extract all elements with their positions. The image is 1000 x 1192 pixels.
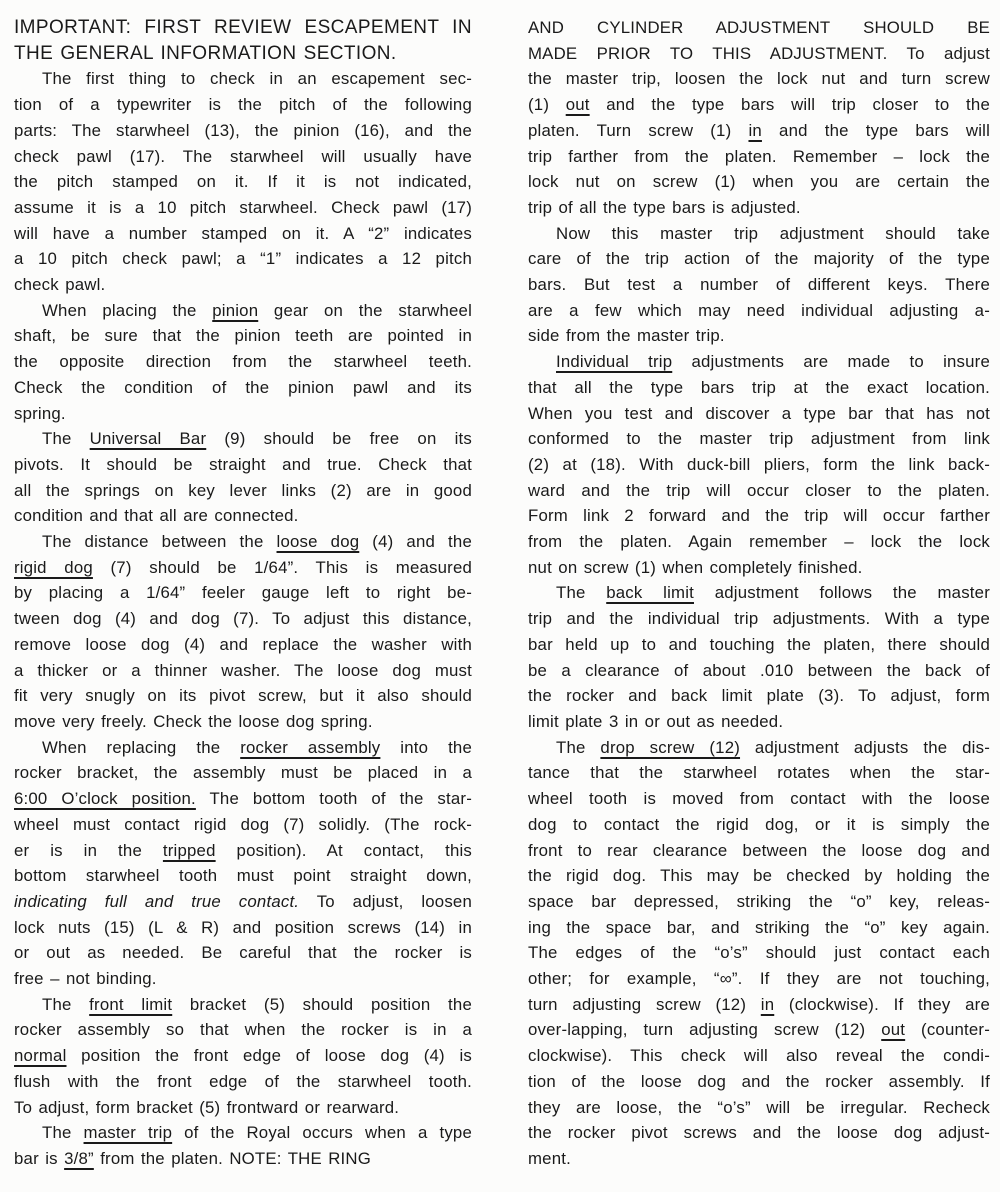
text-line: check pawl (17). The starwheel will usually have [14,146,472,166]
text-line: ing the space bar, and striking the “o” key again. [528,917,990,937]
text-line: The master trip of the Royal occurs when a type [42,1123,472,1143]
text-line: To adjust, form bracket (5) frontward or rearward. [14,1097,400,1117]
text-line: ward and the trip will occur closer to the platen. [528,480,990,500]
text-line: Individual trip adjustments are made to insure [556,352,990,372]
paragraph [14,529,472,735]
text-line: bars. But test a number of different keys. There [528,275,990,295]
text-line: lock nut on screw (1) when you are certain the [528,172,990,192]
text-line: tion of a typewriter is the pitch of the following [14,95,472,115]
text-line: all the springs on key lever links (2) are in good [14,480,472,500]
text-line: When replacing the rocker assembly into the [42,737,472,757]
text-line: lock nuts (15) (L & R) and position screws (14) in [14,917,472,937]
text-line: turn adjusting screw (12) in (clockwise). If they are [528,994,991,1014]
text-line: that all the type bars trip at the exact location. [528,377,990,397]
text-line: The edges of the “o’s” should just contact each [528,943,990,963]
text-line: limit plate 3 in or out as needed. [528,711,784,731]
text-line: from the platen. Again remember – lock the lock [528,532,990,552]
text-line: they are loose, the “o’s” will be irregular. Recheck [528,1097,990,1117]
text-line: the rocker pivot screws and the loose dog adjust- [528,1123,990,1143]
text-line: trip and the individual trip adjustments. With a type [528,609,990,629]
text-line: Form link 2 forward and the trip will occur farther [528,506,990,526]
right-column [528,15,990,1172]
text-line: over-lapping, turn adjusting screw (12) out (counter- [528,1020,990,1040]
text-line: normal position the front edge of loose dog (4) is [14,1046,472,1066]
text-line: bar held up to and touching the platen, there should [528,634,990,654]
text-line: fit very snugly on its pivot screw, but it also should [14,686,472,706]
paragraph [14,298,472,427]
paragraph [14,66,472,297]
text-line: wheel must contact rigid dog (7) solidly. (The rock- [14,814,472,834]
text-line: the rigid dog. This may be checked by holding the [528,866,990,886]
text-line: bottom starwheel tooth must point straight down, [14,866,472,886]
paragraph [14,1120,472,1171]
paragraph [528,735,990,1172]
text-line: a 10 pitch check pawl; a “1” indicates a 12 pitch [14,249,472,269]
text-line: tion of the loose dog and the rocker assembly. If [528,1071,990,1091]
text-line: a thicker or a thinner washer. The loose dog must [14,660,472,680]
text-line: dog to contact the rigid dog, or it is simply the [528,814,990,834]
text-line: shaft, be sure that the pinion teeth are pointed in [14,326,472,346]
text-line: will have a number stamped on it. A “2” indicates [14,223,472,243]
paragraph [528,221,990,350]
text-line: by placing a 1/64” feeler gauge left to right be- [14,583,472,603]
text-line: The first thing to check in an escapement sec- [42,69,472,89]
text-line: The front limit bracket (5) should position the [42,994,472,1014]
text-line: The back limit adjustment follows the master [556,583,990,603]
text-line: The Universal Bar (9) should be free on its [42,429,472,449]
text-line: trip farther from the platen. Remember – lock the [528,146,990,166]
paragraph [14,992,472,1121]
text-line: care of the trip action of the majority of the type [528,249,990,269]
text-line: Check the condition of the pinion pawl and its [14,377,472,397]
text-line: MADE PRIOR TO THIS ADJUSTMENT. To adjust [528,43,990,63]
paragraph [528,580,990,734]
text-line: front to rear clearance between the loose dog and [528,840,990,860]
text-line: be a clearance of about .010 between the back of [528,660,990,680]
text-line: check pawl. [14,275,106,295]
text-line: the pitch stamped on it. If it is not indicated, [14,172,472,192]
text-line: or out as needed. Be careful that the rocker is [14,943,472,963]
text-line: nut on screw (1) when completely finished. [528,557,863,577]
text-line: THE GENERAL INFORMATION SECTION. [14,42,397,64]
text-line: bar is 3/8” from the platen. NOTE: THE RING [14,1148,371,1168]
text-line: clockwise). This check will also reveal the condi- [528,1046,990,1066]
text-line: move very freely. Check the loose dog spring. [14,711,373,731]
text-line: pivots. It should be straight and true. Check that [14,454,472,474]
paragraph [528,15,990,221]
text-line: remove loose dog (4) and replace the washer with [14,634,472,654]
paragraph [14,735,472,992]
text-line: conformed to the master trip adjustment from link [528,429,990,449]
text-line: The drop screw (12) adjustment adjusts the dis- [556,737,990,757]
text-line: The distance between the loose dog (4) and the [42,532,472,552]
text-line: (1) out and the type bars will trip closer to the [528,95,990,115]
text-line: side from the master trip. [528,326,725,346]
text-line: rocker assembly so that when the rocker is in a [14,1020,472,1040]
text-line: parts: The starwheel (13), the pinion (16), and the [14,120,472,140]
text-line: 6:00 O’clock position. The bottom tooth of the star- [14,789,472,809]
paragraph [14,426,472,529]
text-line: er is in the tripped position). At contact, this [14,840,472,860]
text-line: tween dog (4) and dog (7). To adjust this distance, [14,609,472,629]
text-line: When placing the pinion gear on the starwheel [42,300,473,320]
text-line: indicating full and true contact. To adjust, loosen [14,891,472,911]
text-line: trip of all the type bars is adjusted. [528,197,801,217]
text-line: IMPORTANT: FIRST REVIEW ESCAPEMENT IN [14,17,472,38]
text-line: wheel tooth is moved from contact with the loose [528,789,990,809]
text-line: flush with the front edge of the starwheel tooth. [14,1071,472,1091]
text-line: When you test and discover a type bar that has not [528,403,990,423]
text-line: ment. [528,1148,571,1168]
text-line: space bar depressed, striking the “o” key, releas- [528,891,990,911]
text-line: AND CYLINDER ADJUSTMENT SHOULD BE [528,18,990,37]
text-line: the rocker and back limit plate (3). To adjust, form [528,686,990,706]
text-line: the master trip, loosen the lock nut and turn screw [528,69,990,89]
left-column [14,15,472,1172]
text-line: assume it is a 10 pitch starwheel. Check pawl (17) [14,197,472,217]
text-line: the opposite direction from the starwheel teeth. [14,352,472,372]
text-line: rigid dog (7) should be 1/64”. This is measured [14,557,473,577]
paragraph [528,349,990,580]
text-line: rocker bracket, the assembly must be placed in a [14,763,472,783]
text-line: are a few which may need individual adjusting a- [528,300,990,320]
text-line: condition and that all are connected. [14,506,299,526]
text-line: free – not binding. [14,969,157,989]
text-line: spring. [14,403,66,423]
text-line: Now this master trip adjustment should take [556,223,990,243]
text-line: other; for example, “∞”. If they are not touching, [528,969,990,989]
text-line: platen. Turn screw (1) in and the type bars will [528,120,990,140]
text-line: tance that the starwheel rotates when the star- [528,763,990,783]
section-heading [14,15,472,66]
text-line: (2) at (18). With duck-bill pliers, form the link back- [528,454,990,474]
